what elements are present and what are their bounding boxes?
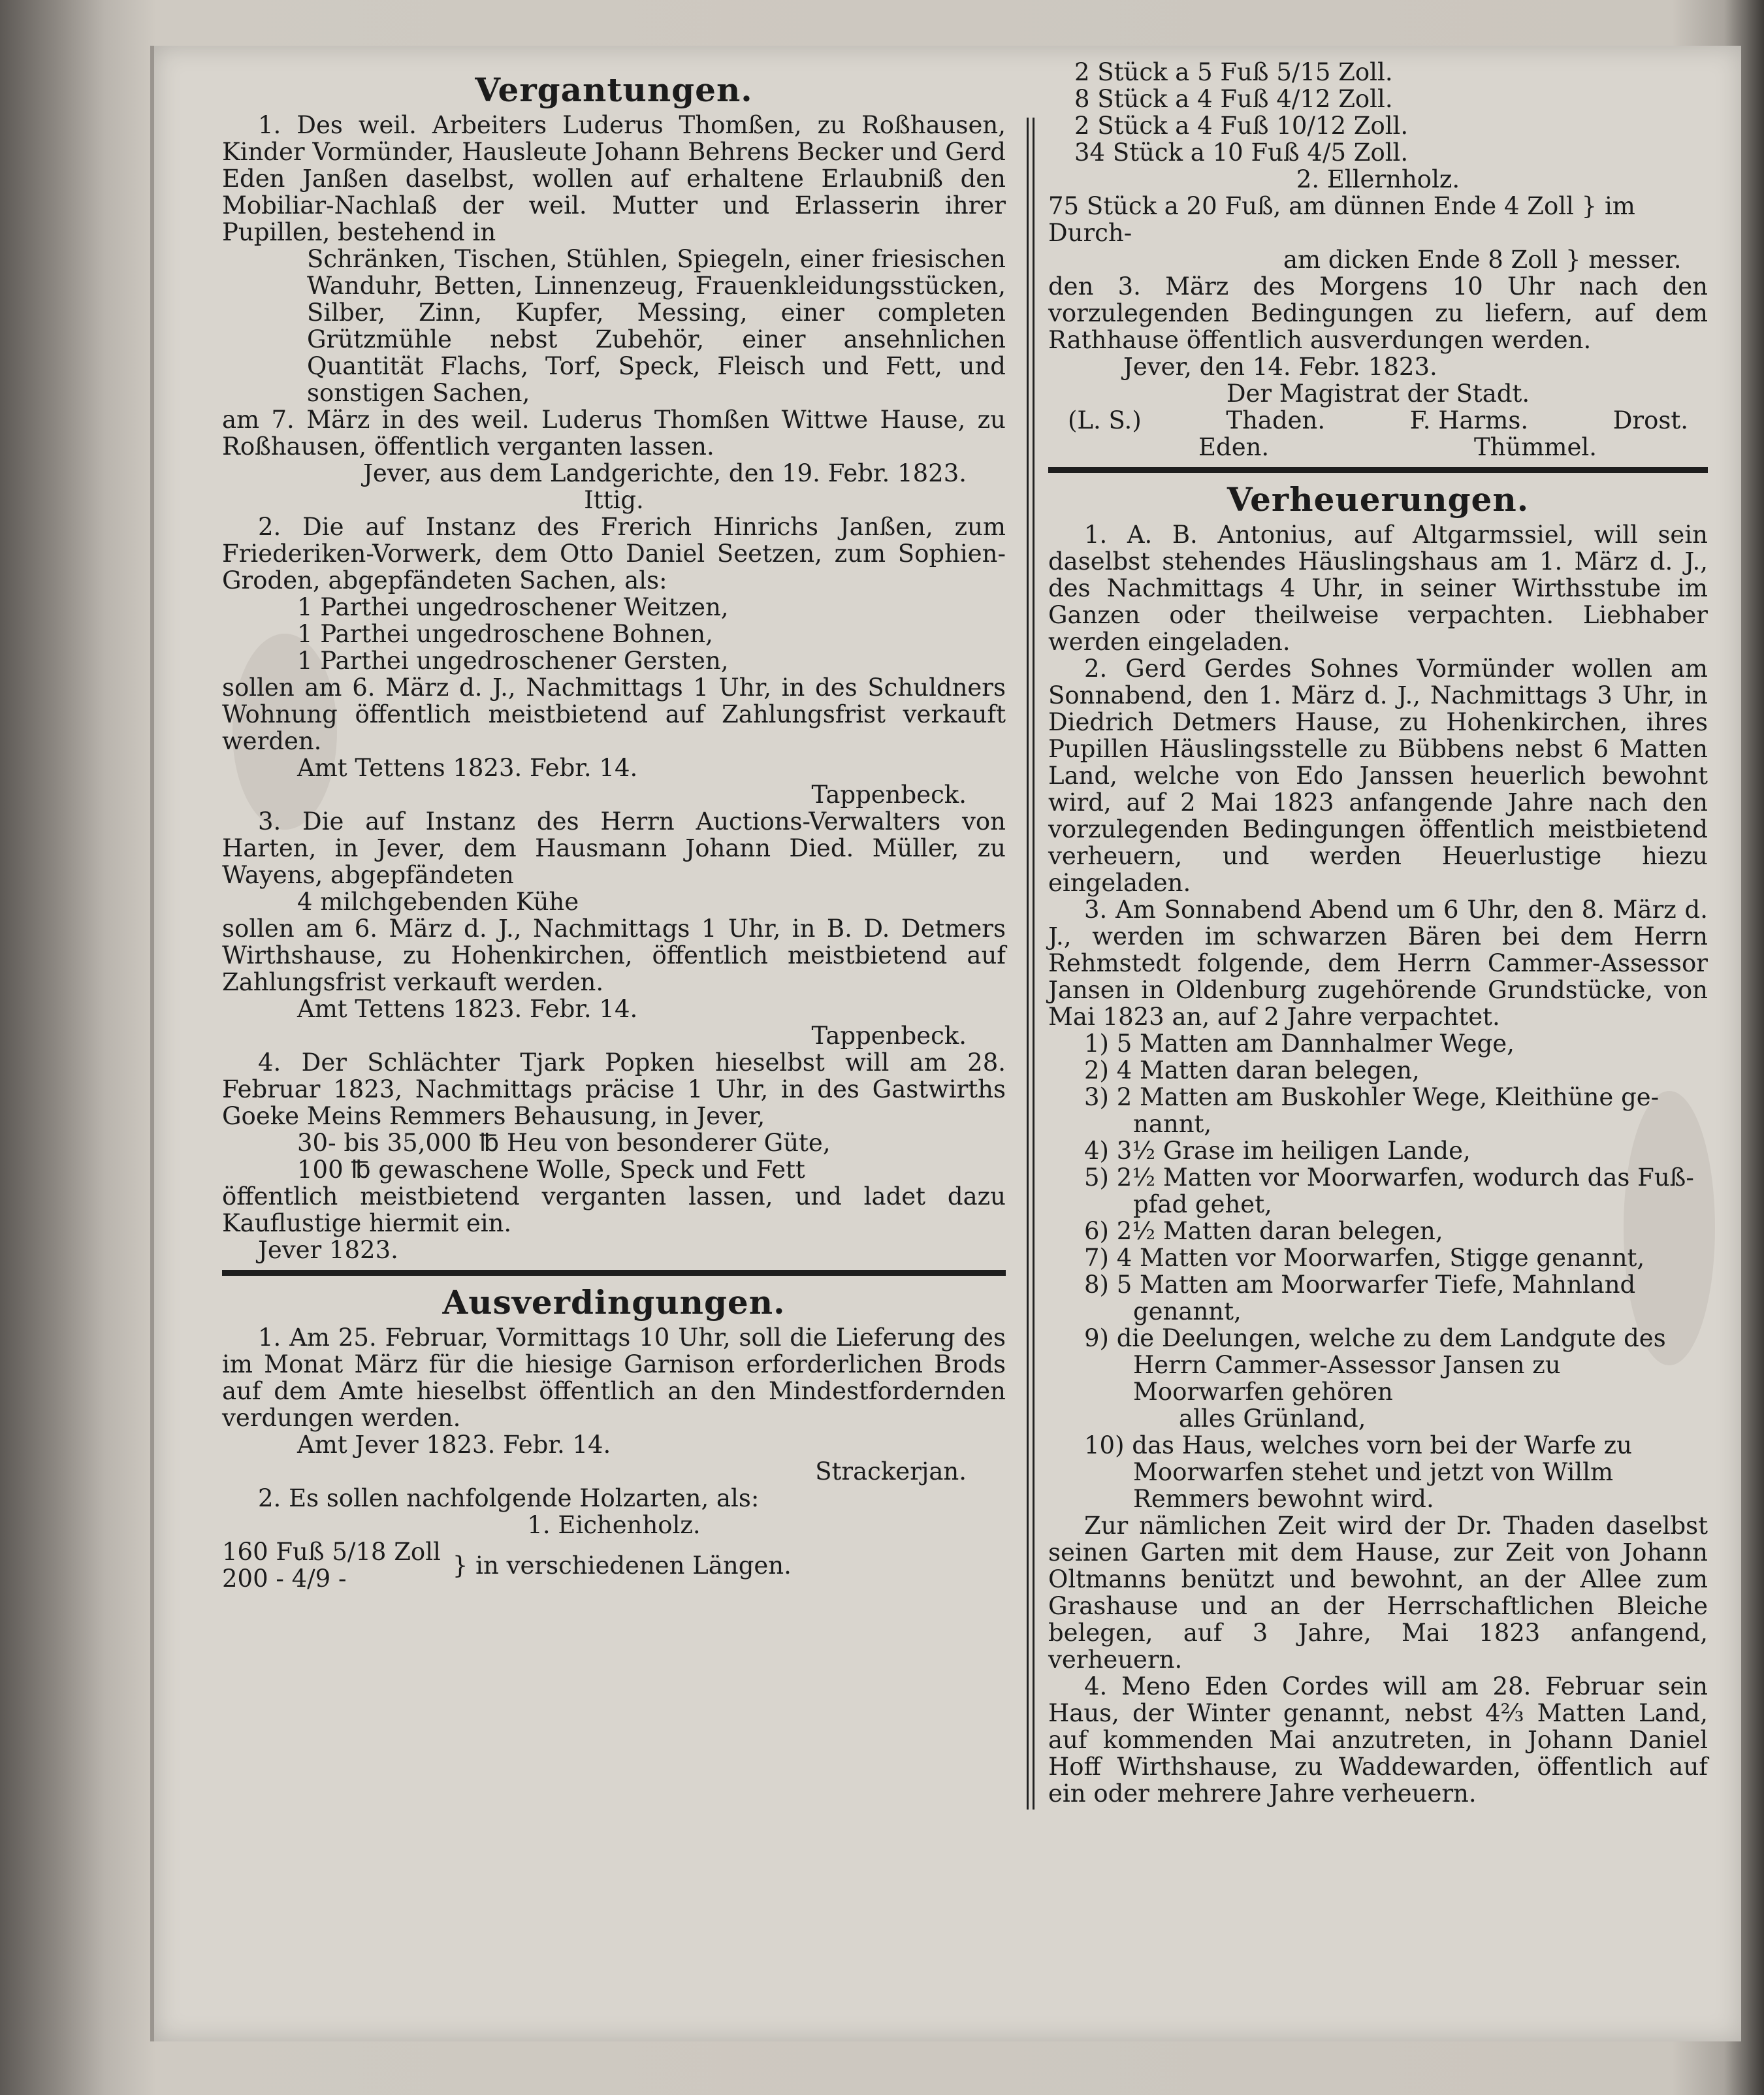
eichenholz-table	[222, 1538, 1006, 1592]
place-date: Amt Tettens 1823. Febr. 14.	[297, 995, 638, 1023]
goods-line: 30- bis 35,000 ℔ Heu von besonderer Güte,	[297, 1129, 831, 1157]
list-number: 4)	[1084, 1137, 1109, 1165]
wood-row: 2 Stück a 4 Fuß 10/12 Zoll.	[1074, 112, 1409, 140]
notice-text: 2. Die auf Instanz des Frerich Hinrichs Janßen, zum Friederiken-Vorwerk, dem Otto Daniel Seetzen, zum Sophien-Groden, abgepfändeten Sachen, als:	[222, 513, 1006, 594]
notice-text: den 3. März des Morgens 10 Uhr nach den vorzulegenden Bedingungen zu liefern, auf dem Rathhause öffentlich ausverdungen werden.	[1048, 272, 1708, 354]
list-continuation: genannt,	[1133, 1297, 1242, 1325]
place-date: Jever, aus dem Landgerichte, den 19. Febr. 1823.	[363, 459, 967, 487]
right-column	[1048, 59, 1708, 1807]
goods-line: 1 Parthei ungedroschener Gersten,	[297, 647, 729, 675]
signature-block	[1048, 434, 1708, 461]
wood-row: 34 Stück a 10 Fuß 4/5 Zoll.	[1074, 138, 1409, 167]
wood-type-heading: 1. Eichenholz.	[527, 1511, 701, 1539]
list-text: 3½ Grase im heiligen Lande,	[1116, 1137, 1471, 1165]
section-rule	[222, 1270, 1006, 1276]
section-rule	[1048, 467, 1708, 473]
list-text: 2½ Matten daran belegen,	[1116, 1217, 1443, 1245]
goods-list: Schränken, Tischen, Stühlen, Spiegeln, einer friesischen Wanduhr, Betten, Linnenzeug, Frauenkleidungsstücken, Silber, Zinn, Kupfer, Messing, einer completen Grützmühle nebst Zubehör, einer ansehnlichen Quantität Flachs, Torf, Speck, Fleisch und Fett, und sonstigen Sachen,	[307, 245, 1006, 407]
list-continuation: Moorwarfen stehet und jetzt von Willm Remmers bewohnt wird.	[1133, 1458, 1614, 1513]
list-text: 2 Matten am Buskohler Wege, Kleithüne ge-	[1116, 1083, 1660, 1111]
signature: Strackerjan.	[815, 1457, 967, 1486]
wood-row: 160 Fuß 5/18 Zoll	[222, 1538, 441, 1566]
notice-text: am 7. März in des weil. Luderus Thomßen Wittwe Hause, zu Roßhausen, öffentlich verganten lassen.	[222, 406, 1006, 461]
heading-vergantungen: Vergantungen.	[475, 71, 753, 109]
list-item	[1048, 1271, 1708, 1298]
signature: Thümmel.	[1474, 433, 1597, 461]
notice-text: 3. Am Sonnabend Abend um 6 Uhr, den 8. März d. J., werden im schwarzen Bären bei dem Herrn Rehmstedt folgende, dem Herrn Cammer-Assessor Jansen in Oldenburg zugehörende Grundstücke, von Mai 1823 an, auf 2 Jahre verpachtet.	[1048, 896, 1708, 1031]
seal-mark: (L. S.)	[1068, 406, 1142, 434]
notice-text: 4. Meno Eden Cordes will am 28. Februar sein Haus, der Winter genannt, nebst 4⅔ Matten Land, auf kommenden Mai anzutreten, in Johann Daniel Hoff Wirthshause, zu Waddewarden, öffentlich auf ein oder mehrere Jahre verheuern.	[1048, 1672, 1708, 1808]
left-column	[222, 69, 1006, 1592]
list-item	[1048, 1030, 1708, 1057]
list-item	[1048, 1325, 1708, 1352]
list-text: 4 Matten daran belegen,	[1116, 1056, 1420, 1084]
list-item: alles Grünland,	[1179, 1405, 1366, 1433]
notice-text: 2. Es sollen nachfolgende Holzarten, als:	[258, 1484, 760, 1512]
notice-text: 4. Der Schlächter Tjark Popken hieselbst will am 28. Februar 1823, Nachmittags präcise 1 Uhr, in des Gastwirths Goeke Meins Remmers Behausung, in Jever,	[222, 1048, 1006, 1130]
list-text: das Haus, welches vorn bei der Warfe zu	[1132, 1431, 1632, 1459]
list-item	[1048, 1084, 1708, 1111]
list-continuation: Herrn Cammer-Assessor Jansen zu Moorwarfen gehören	[1133, 1351, 1561, 1406]
signature-block	[1048, 407, 1708, 434]
wood-note: } in verschiedenen Längen.	[452, 1551, 792, 1580]
list-item	[1048, 1218, 1708, 1244]
wood-type-heading: 2. Ellernholz.	[1296, 165, 1460, 193]
signature: Ittig.	[584, 486, 644, 514]
notice-text: 1. A. B. Antonius, auf Altgarmssiel, will sein daselbst stehendes Häuslingshaus am 1. März d. J., des Nachmittags 4 Uhr, in seiner Wirthsstube im Ganzen oder theilweise verpachten. Liebhaber werden eingeladen.	[1048, 521, 1708, 656]
signature: Tappenbeck.	[811, 781, 967, 809]
wood-row: 75 Stück a 20 Fuß, am dünnen Ende 4 Zoll } im Durch-	[1048, 192, 1635, 247]
notice-text: 2. Gerd Gerdes Sohnes Vormünder wollen am Sonnabend, den 1. März d. J., Nachmittags 3 Uhr, in Diedrich Detmers Hause, zu Hohenkirchen, ihres Pupillen Häuslingsstelle zu Bübbens nebst 6 Matten Land, welche von Edo Janssen heuerlich bewohnt wird, auf 2 Mai 1823 anfangende Jahre nach den vorzulegenden Bedingungen öffentlich meistbietend verheuern, und werden Heuerlustige hiezu eingeladen.	[1048, 655, 1708, 897]
wood-row: 2 Stück a 5 Fuß 5/15 Zoll.	[1074, 58, 1393, 86]
list-number: 5)	[1084, 1163, 1109, 1192]
heading-verheuerungen: Verheuerungen.	[1227, 480, 1530, 519]
list-item	[1048, 1137, 1708, 1164]
place-date: Jever 1823.	[258, 1236, 398, 1264]
list-text: 5 Matten am Dannhalmer Wege,	[1116, 1030, 1515, 1058]
wood-row: 8 Stück a 4 Fuß 4/12 Zoll.	[1074, 85, 1393, 113]
list-text: die Deelungen, welche zu dem Landgute des	[1116, 1324, 1666, 1352]
list-number: 8)	[1084, 1271, 1109, 1299]
column-divider	[1027, 118, 1034, 1810]
notice-text: sollen am 6. März d. J., Nachmittags 1 Uhr, in B. D. Detmers Wirthshause, zu Hohenkirchen, öffentlich meistbietend auf Zahlungsfrist verkauft werden.	[222, 915, 1006, 996]
list-number: 7)	[1084, 1244, 1109, 1272]
list-item	[1048, 1057, 1708, 1084]
signature: Eden.	[1198, 433, 1270, 461]
goods-line: 100 ℔ gewaschene Wolle, Speck und Fett	[297, 1156, 805, 1184]
signature: Drost.	[1612, 406, 1688, 434]
list-item	[1048, 1244, 1708, 1271]
list-number: 9)	[1084, 1324, 1109, 1352]
wood-row: am dicken Ende 8 Zoll } messer.	[1283, 246, 1682, 274]
notice-text: Zur nämlichen Zeit wird der Dr. Thaden daselbst seinen Garten mit dem Hause, zur Zeit von Johann Oltmanns benützt und bewohnt, an der Allee zum Grashause und an der Herrschaftlichen Bleiche belegen, auf 3 Jahre, Mai 1823 anfangend, verheuern.	[1048, 1512, 1708, 1674]
magistrat-line: Der Magistrat der Stadt.	[1226, 380, 1530, 408]
list-number: 10)	[1084, 1431, 1125, 1459]
list-number: 1)	[1084, 1030, 1109, 1058]
notice-text: 1. Des weil. Arbeiters Luderus Thomßen, zu Roßhausen, Kinder Vormünder, Hausleute Johann Behrens Becker und Gerd Eden Janßen daselbst, wollen auf erhaltene Erlaubniß den Mobiliar-Nachlaß der weil. Mutter und Erlasserin ihrer Pupillen, bestehend in	[222, 111, 1006, 246]
signature: Thaden.	[1226, 406, 1326, 434]
goods-line: 1 Parthei ungedroschener Weitzen,	[297, 593, 729, 621]
list-text: 5 Matten am Moorwarfer Tiefe, Mahnland	[1116, 1271, 1636, 1299]
wood-row: 200 - 4/9 -	[222, 1565, 347, 1593]
place-date: Amt Tettens 1823. Febr. 14.	[297, 754, 638, 782]
goods-line: 4 milchgebenden Kühe	[297, 888, 579, 916]
signature: F. Harms.	[1409, 406, 1529, 434]
place-date: Jever, den 14. Febr. 1823.	[1123, 353, 1437, 381]
notice-text: 3. Die auf Instanz des Herrn Auctions-Verwalters von Harten, in Jever, dem Hausmann Johann Died. Müller, zu Wayens, abgepfändeten	[222, 807, 1006, 889]
notice-text: öffentlich meistbietend verganten lassen, und ladet dazu Kauflustige hiermit ein.	[222, 1182, 1006, 1237]
list-number: 6)	[1084, 1217, 1109, 1245]
list-number: 3)	[1084, 1083, 1109, 1111]
list-continuation: pfad gehet,	[1133, 1190, 1272, 1218]
list-text: 4 Matten vor Moorwarfen, Stigge genannt,	[1116, 1244, 1645, 1272]
list-item	[1048, 1164, 1708, 1191]
heading-ausverdingungen: Ausverdingungen.	[442, 1283, 786, 1322]
list-item	[1048, 1432, 1708, 1459]
signature: Tappenbeck.	[811, 1022, 967, 1050]
property-list	[1048, 1030, 1708, 1512]
list-continuation: nannt,	[1133, 1110, 1212, 1138]
notice-text: 1. Am 25. Februar, Vormittags 10 Uhr, soll die Lieferung des im Monat März für die hiesige Garnison erforderlichen Brods auf dem Amte hieselbst öffentlich an den Mindestfordernden verdungen werden.	[222, 1324, 1006, 1432]
place-date: Amt Jever 1823. Febr. 14.	[297, 1431, 611, 1459]
list-number: 2)	[1084, 1056, 1109, 1084]
goods-line: 1 Parthei ungedroschene Bohnen,	[297, 620, 713, 648]
list-text: 2½ Matten vor Moorwarfen, wodurch das Fuß-	[1116, 1163, 1694, 1192]
notice-text: sollen am 6. März d. J., Nachmittags 1 Uhr, in des Schuldners Wohnung öffentlich meistbietend auf Zahlungsfrist verkauft werden.	[222, 674, 1006, 755]
